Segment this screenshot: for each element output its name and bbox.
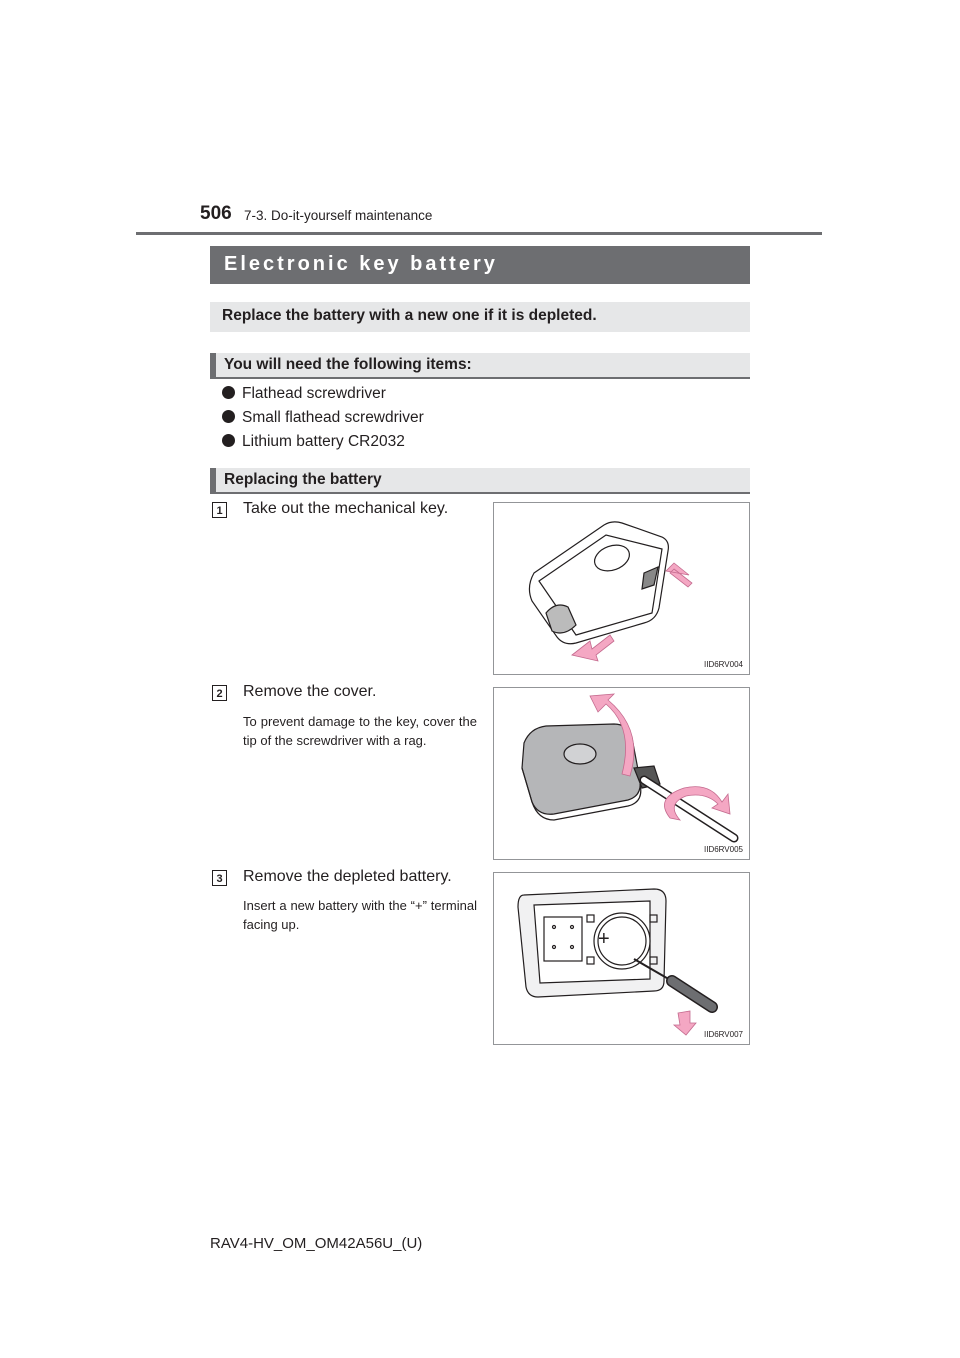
replace-heading-bar	[210, 468, 750, 494]
figure-remove-battery	[493, 872, 750, 1045]
step-note-3: Insert a new battery with the “+” terminal facing up.	[243, 898, 477, 932]
step-note-2: To prevent damage to the key, cover the tip of the screwdriver with a rag.	[243, 714, 477, 748]
down-arrow-icon	[674, 1011, 696, 1035]
list-item	[222, 433, 405, 451]
key-fob-illustration	[494, 503, 750, 675]
figure-code: IID6RV007	[704, 1030, 743, 1039]
cover-removal-illustration	[494, 688, 750, 860]
title-bar	[210, 246, 750, 284]
push-arrow-icon	[666, 563, 692, 587]
intro-text: Replace the battery with a new one if it is depleted.	[222, 307, 597, 324]
figure-code: IID6RV004	[704, 660, 743, 669]
page-number: 506	[200, 203, 232, 224]
figure-remove-cover	[493, 687, 750, 860]
figure-take-out-key	[493, 502, 750, 675]
bullet-icon	[222, 434, 235, 447]
plus-symbol: +	[598, 928, 610, 950]
intro-bar	[210, 302, 750, 332]
step-text-3: Remove the depleted battery.	[243, 868, 452, 885]
list-item-text: Small flathead screwdriver	[242, 409, 424, 426]
list-item	[222, 385, 386, 403]
figure-code: IID6RV005	[704, 845, 743, 854]
items-heading: You will need the following items:	[224, 356, 472, 373]
replace-heading: Replacing the battery	[224, 471, 382, 488]
list-item	[222, 409, 424, 427]
footer-code: RAV4-HV_OM_OM42A56U_(U)	[210, 1235, 423, 1252]
step-text-1: Take out the mechanical key.	[243, 500, 449, 517]
section-title: 7-3. Do-it-yourself maintenance	[244, 208, 433, 223]
bullet-icon	[222, 410, 235, 423]
bullet-icon	[222, 386, 235, 399]
list-item-text: Flathead screwdriver	[242, 385, 386, 402]
header-rule	[136, 232, 822, 235]
items-heading-bar	[210, 353, 750, 379]
battery-removal-illustration	[494, 873, 750, 1045]
step-number-1: 1	[212, 502, 227, 518]
step-number-3: 3	[212, 870, 227, 886]
step-number-2: 2	[212, 685, 227, 701]
list-item-text: Lithium battery CR2032	[242, 433, 405, 450]
step-text-2: Remove the cover.	[243, 683, 377, 700]
page-title: Electronic key battery	[224, 253, 498, 275]
